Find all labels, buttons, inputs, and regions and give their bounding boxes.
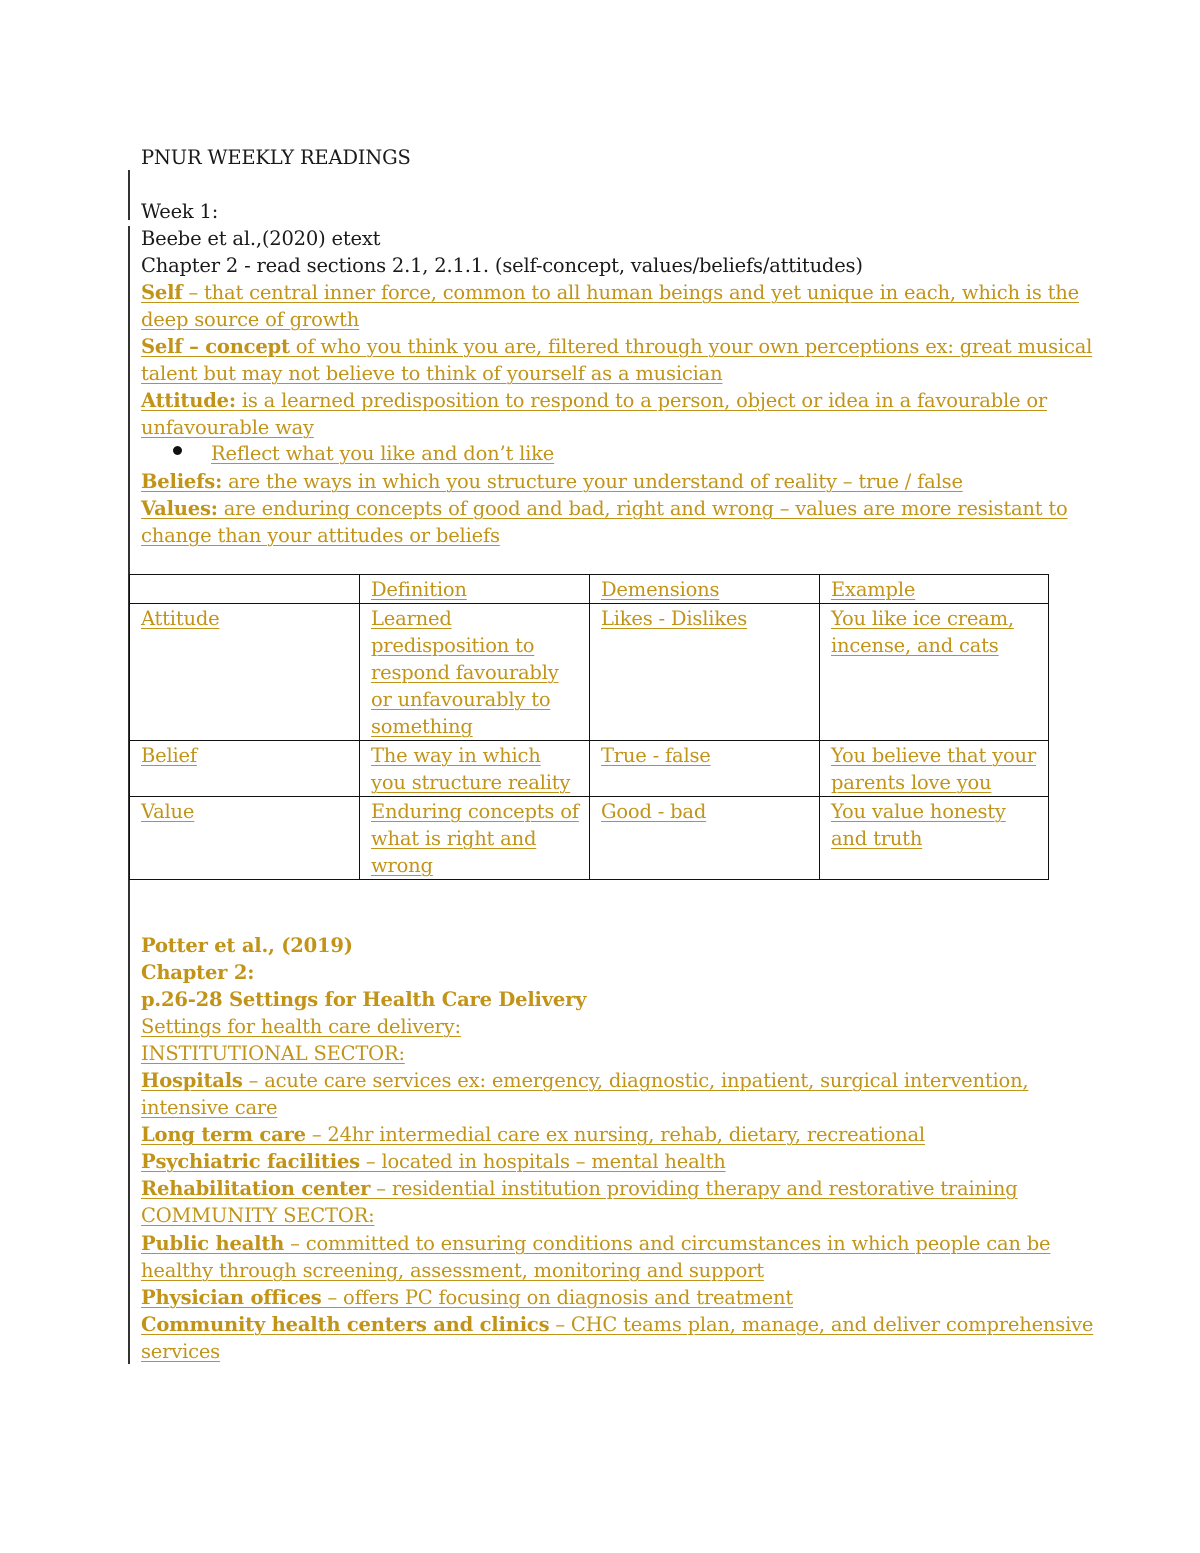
institutional-sector-heading: INSTITUTIONAL SECTOR: <box>141 1042 405 1065</box>
chc-line2: services <box>141 1340 220 1363</box>
psychiatric-line <box>141 1148 726 1175</box>
week-label: Week 1: <box>141 200 219 223</box>
reading2-pages: p.26-28 Settings for Health Care Delivery <box>141 988 587 1011</box>
comparison-table <box>129 574 1049 880</box>
psych-def-text: – located in hospitals – mental health <box>359 1150 726 1173</box>
attitude-definition-line2: unfavourable way <box>141 416 314 439</box>
table-cell-definition: The way in which you structure reality <box>360 741 590 797</box>
public-term: Public health <box>141 1232 285 1255</box>
table-header-cell: Definition <box>360 575 590 604</box>
physician-offices-line <box>141 1284 793 1311</box>
reading1-source: Beebe et al.,(2020) etext <box>141 227 381 250</box>
rehabilitation-line <box>141 1175 1018 1202</box>
values-definition-line2: change than your attitudes or beliefs <box>141 524 500 547</box>
table-cell-term: Attitude <box>130 604 360 741</box>
rehab-def-text: – residential institution providing therapy and restorative training <box>370 1177 1018 1200</box>
attitude-definition-line1 <box>141 387 1047 414</box>
table-cell-term: Value <box>130 797 360 880</box>
attitude-def-text: is a learned predisposition to respond to a person, object or idea in a favourable or <box>235 389 1048 412</box>
table-cell-dimension: Good - bad <box>590 797 820 880</box>
values-definition-line1 <box>141 495 1068 522</box>
table-cell-example: You value honesty and truth <box>820 797 1049 880</box>
self-def-text: – that central inner force, common to all human beings and yet unique in each, which is the <box>182 281 1079 304</box>
table-row <box>130 797 1049 880</box>
table-cell-term: Belief <box>130 741 360 797</box>
chc-line1 <box>141 1311 1093 1338</box>
values-def-text: are enduring concepts of good and bad, right and wrong – values are more resistant to <box>217 497 1068 520</box>
hospitals-term: Hospitals <box>141 1069 243 1092</box>
document-title: PNUR WEEKLY READINGS <box>141 146 411 169</box>
selfconcept-def-text: of who you think you are, filtered through your own perceptions ex: great musical <box>289 335 1093 358</box>
table-row <box>130 604 1049 741</box>
bullet-icon <box>173 446 182 455</box>
table-header-cell <box>130 575 360 604</box>
attitude-bullet-item: Reflect what you like and don’t like <box>211 442 555 465</box>
table-header-cell: Example <box>820 575 1049 604</box>
table-cell-example: You like ice cream, incense, and cats <box>820 604 1049 741</box>
reading2-source: Potter et al., (2019) <box>141 934 353 957</box>
self-definition-line1 <box>141 279 1079 306</box>
longterm-def-text: – 24hr intermedial care ex nursing, rehab, dietary, recreational <box>305 1123 925 1146</box>
self-term: Self <box>141 281 183 304</box>
table-cell-definition: Learned predisposition to respond favourably or unfavourably to something <box>360 604 590 741</box>
values-term: Values: <box>141 497 218 520</box>
table-cell-dimension: True - false <box>590 741 820 797</box>
public-health-line2: healthy through screening, assessment, monitoring and support <box>141 1259 764 1282</box>
psych-term: Psychiatric facilities <box>141 1150 360 1173</box>
attitude-term: Attitude: <box>141 389 236 412</box>
reading1-chapter: Chapter 2 - read sections 2.1, 2.1.1. (self-concept, values/beliefs/attitudes) <box>141 254 863 277</box>
rehab-term: Rehabilitation center <box>141 1177 371 1200</box>
table-header-row <box>130 575 1049 604</box>
table-header-cell: Demensions <box>590 575 820 604</box>
selfconcept-definition-line2: talent but may not believe to think of yourself as a musician <box>141 362 723 385</box>
selfconcept-definition-line1 <box>141 333 1092 360</box>
hospitals-line1 <box>141 1067 1028 1094</box>
hospitals-line2: intensive care <box>141 1096 278 1119</box>
community-sector-heading: COMMUNITY SECTOR: <box>141 1204 375 1227</box>
reading2-subheading: Settings for health care delivery: <box>141 1015 461 1038</box>
table-cell-definition: Enduring concepts of what is right and wrong <box>360 797 590 880</box>
table-cell-example: You believe that your parents love you <box>820 741 1049 797</box>
revision-bar-top <box>128 170 130 220</box>
longterm-care-line <box>141 1121 925 1148</box>
physician-term: Physician offices <box>141 1286 322 1309</box>
physician-def-text: – offers PC focusing on diagnosis and treatment <box>321 1286 793 1309</box>
public-health-line1 <box>141 1230 1050 1257</box>
beliefs-term: Beliefs: <box>141 470 223 493</box>
selfconcept-term: Self – concept <box>141 335 290 358</box>
chc-def-text: – CHC teams plan, manage, and deliver comprehensive <box>549 1313 1094 1336</box>
longterm-term: Long term care <box>141 1123 306 1146</box>
hospitals-def-text: – acute care services ex: emergency, diagnostic, inpatient, surgical intervention, <box>242 1069 1029 1092</box>
chc-term: Community health centers and clinics <box>141 1313 550 1336</box>
table-row <box>130 741 1049 797</box>
beliefs-definition <box>141 468 963 495</box>
reading2-chapter: Chapter 2: <box>141 961 255 984</box>
self-definition-line2: deep source of growth <box>141 308 360 331</box>
beliefs-def-text: are the ways in which you structure your understand of reality – true / false <box>222 470 963 493</box>
public-def-text: – committed to ensuring conditions and circumstances in which people can be <box>284 1232 1051 1255</box>
table-cell-dimension: Likes - Dislikes <box>590 604 820 741</box>
